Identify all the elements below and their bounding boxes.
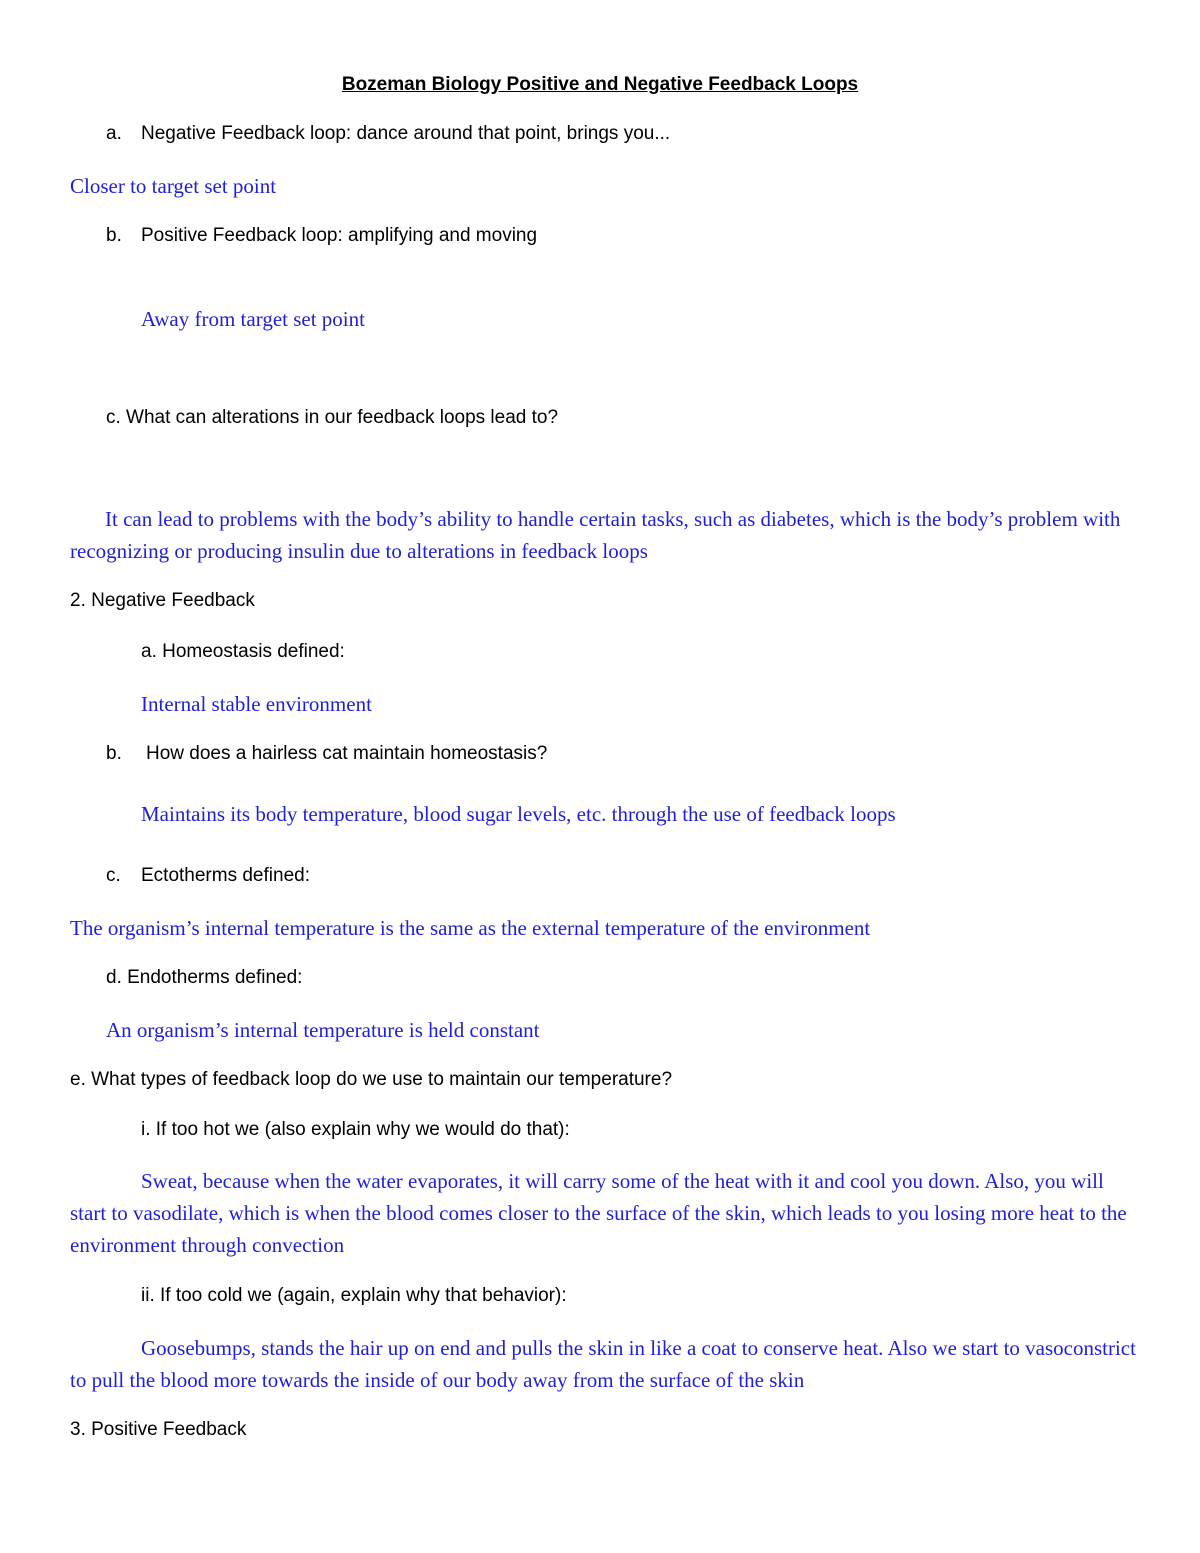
question-2b-label: b.	[106, 743, 122, 764]
answer-2c: The organism’s internal temperature is the same as the external temperature of the environment	[70, 916, 871, 940]
question-2e-i: i. If too hot we (also explain why we would do that):	[141, 1119, 570, 1140]
answer-2a: Internal stable environment	[141, 692, 372, 716]
section-2-heading: 2. Negative Feedback	[70, 590, 255, 611]
question-1b	[106, 225, 537, 247]
question-2c-text: Ectotherms defined:	[141, 865, 310, 886]
question-2b	[106, 743, 547, 765]
answer-1a: Closer to target set point	[70, 174, 277, 198]
question-1a-text: Negative Feedback loop: dance around that point, brings you...	[141, 123, 671, 144]
question-2c-label: c.	[106, 865, 121, 886]
question-1b-text: Positive Feedback loop: amplifying and moving	[141, 225, 538, 246]
answer-2e-i: Sweat, because when the water evaporates, it will carry some of the heat with it and cool you down. Also, you will start to vasodilate, which is when the blood comes closer to the surface of the skin, which leads to you losing more heat to the environment through convection	[70, 1169, 1127, 1257]
answer-2b: Maintains its body temperature, blood sugar levels, etc. through the use of feedback loops	[141, 802, 896, 826]
answer-2d: An organism’s internal temperature is held constant	[106, 1018, 540, 1042]
question-2e: e. What types of feedback loop do we use to maintain our temperature?	[70, 1069, 673, 1090]
answer-1b: Away from target set point	[141, 307, 365, 331]
question-1a-label: a.	[106, 123, 122, 144]
question-2d: d. Endotherms defined:	[106, 967, 303, 988]
question-2c	[106, 865, 310, 887]
question-2a: a. Homeostasis defined:	[141, 641, 345, 662]
worksheet-title: Bozeman Biology Positive and Negative Feedback Loops	[341, 74, 859, 95]
answer-1c: It can lead to problems with the body’s ability to handle certain tasks, such as diabetes, which is the body’s problem with recognizing or producing insulin due to alterations in feedback loops	[70, 507, 1121, 563]
question-1a	[106, 123, 670, 145]
question-1c: c. What can alterations in our feedback loops lead to?	[106, 407, 559, 428]
question-1b-label: b.	[106, 225, 122, 246]
answer-2e-ii: Goosebumps, stands the hair up on end and pulls the skin in like a coat to conserve heat. Also we start to vasoconstrict to pull the blood more towards the inside of our body away from the surface of the skin	[70, 1336, 1136, 1392]
question-2b-text: How does a hairless cat maintain homeostasis?	[146, 743, 548, 764]
question-2e-ii: ii. If too cold we (again, explain why that behavior):	[141, 1285, 567, 1306]
section-3-heading: 3. Positive Feedback	[70, 1419, 247, 1440]
